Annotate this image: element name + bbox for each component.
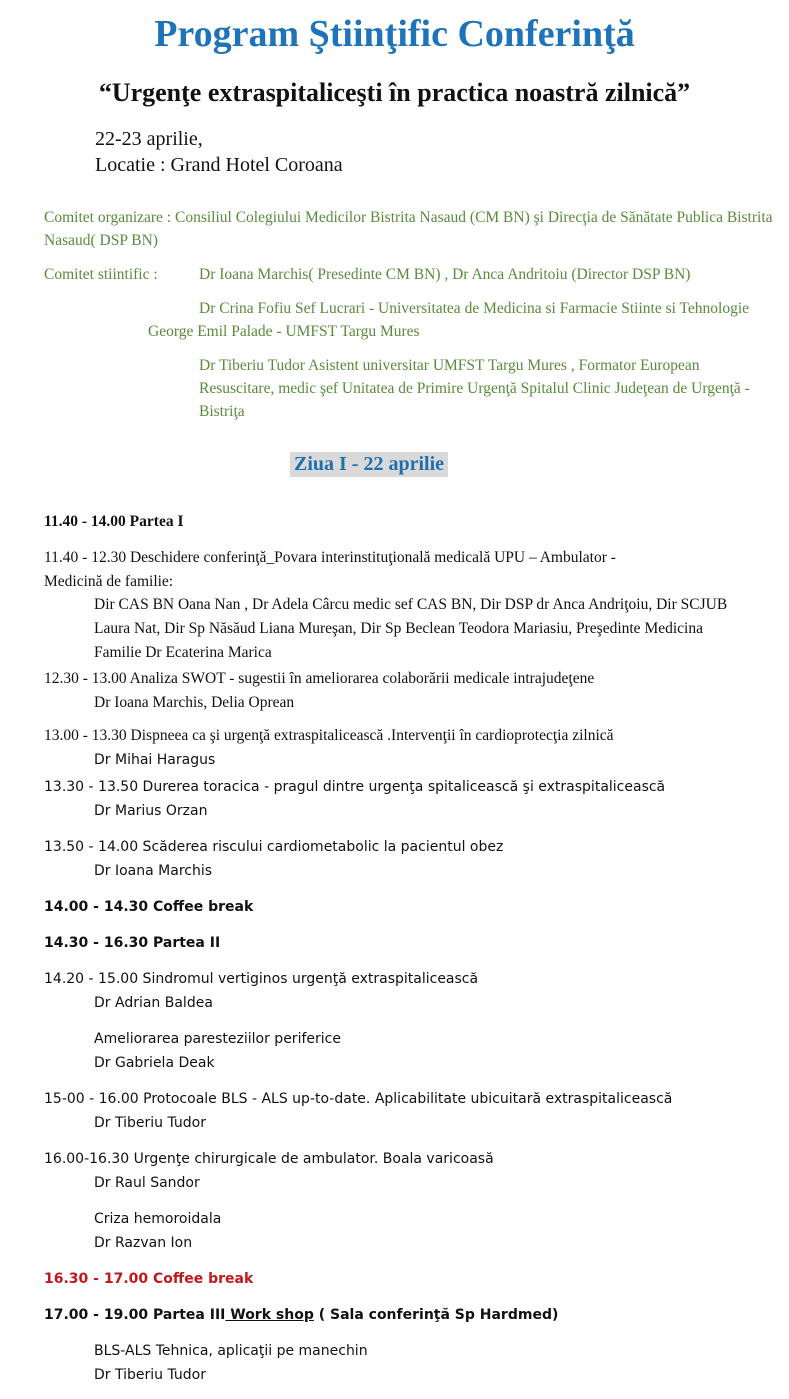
event-location: Locatie : Grand Hotel Coroana bbox=[95, 154, 343, 176]
event-info bbox=[95, 126, 343, 178]
program-item-title: 14.20 - 15.00 Sindromul vertiginos urgenţă extraspitalicească bbox=[44, 971, 479, 987]
program-item-title: 13.30 - 13.50 Durerea toracica - pragul dintre urgenţa spitalicească şi extraspitalicească bbox=[44, 779, 666, 795]
scientific-committee-member: Dr Tiberiu Tudor Asistent universitar UMFST Targu Mures , Formator European Resuscitare, medic şef Unitatea de Primire Urgenţă Spitalul Clinic Judeţean de Urgenţă - Bistriţa bbox=[199, 357, 750, 420]
program-item-title-cont: Medicină de familie: bbox=[44, 573, 174, 590]
program-item-speaker: Dr Mihai Haragus bbox=[94, 752, 216, 768]
scientific-committee-label: Comitet stiintific : bbox=[44, 266, 158, 283]
coffee-break: 14.00 - 14.30 Coffee break bbox=[44, 899, 254, 915]
program-item-speakers: Dir CAS BN Oana Nan , Dr Adela Cârcu medic sef CAS BN, Dir DSP dr Anca Andriţoiu, Dir SCJUB Laura Nat, Dir Sp Năsăud Liana Mureşan, Dir Sp Beclean Teodora Mariasiu, Preşedinte Medicina Familie Dr Ecaterina Marica bbox=[94, 596, 728, 661]
program-item-title: 13.00 - 13.30 Dispneea ca şi urgenţă extraspitalicească .Intervenţii în cardioprotecţia zilnică bbox=[44, 727, 614, 744]
session-header-time: 17.00 - 19.00 Partea III bbox=[44, 1307, 226, 1323]
program-item bbox=[94, 1339, 368, 1387]
program-item-speaker: Dr Ioana Marchis bbox=[94, 863, 213, 879]
day-heading: Ziua I - 22 aprilie bbox=[290, 452, 448, 477]
program-item bbox=[94, 1207, 221, 1255]
coffee-break-highlighted: 16.30 - 17.00 Coffee break bbox=[44, 1271, 254, 1287]
program-item bbox=[44, 1147, 494, 1195]
program-item-title: Ameliorarea paresteziilor periferice bbox=[94, 1031, 341, 1047]
program-item-title: 16.00-16.30 Urgenţe chirurgicale de ambulator. Boala varicoasă bbox=[44, 1151, 494, 1167]
program-item bbox=[94, 1027, 341, 1075]
program-item-speaker: Dr Tiberiu Tudor bbox=[94, 1115, 206, 1131]
program-item-speaker: Dr Adrian Baldea bbox=[94, 995, 213, 1011]
program-item-speaker: Dr Ioana Marchis, Delia Oprean bbox=[94, 694, 295, 711]
program-item-title: 13.50 - 14.00 Scăderea riscului cardiometabolic la pacientul obez bbox=[44, 839, 504, 855]
program-item-speaker: Dr Gabriela Deak bbox=[94, 1055, 215, 1071]
session-header-part-3 bbox=[44, 1303, 558, 1327]
page-title: Program Ştiinţific Conferinţă bbox=[154, 13, 635, 55]
program-item bbox=[44, 1087, 672, 1135]
program-item bbox=[44, 724, 614, 748]
program-item-speaker: Dr Raul Sandor bbox=[94, 1175, 200, 1191]
program-item bbox=[44, 667, 594, 715]
program-item bbox=[44, 835, 503, 883]
program-item-title: Criza hemoroidala bbox=[94, 1211, 222, 1227]
program-item bbox=[44, 775, 665, 823]
program-item-speaker: Dr Razvan Ion bbox=[94, 1235, 193, 1251]
workshop-label: Work shop bbox=[225, 1307, 314, 1323]
program-item bbox=[44, 967, 478, 1015]
program-item-speaker: Dr Tiberiu Tudor bbox=[94, 1367, 206, 1383]
session-header-part-1: 11.40 - 14.00 Partea I bbox=[44, 513, 184, 530]
conference-subtitle: “Urgenţe extraspitaliceşti în practica noastră zilnică” bbox=[98, 78, 691, 107]
scientific-committee-member: Dr Ioana Marchis( Presedinte CM BN) , Dr Anca Andritoiu (Director DSP BN) bbox=[199, 266, 691, 283]
scientific-committee-member: Dr Crina Fofiu Sef Lucrari - Universitatea de Medicina si Farmacie Stiinte si Tehnologie George Emil Palade - UMFST Targu Mures bbox=[148, 300, 750, 340]
session-header-part-2: 14.30 - 16.30 Partea II bbox=[44, 935, 221, 951]
organizing-committee: Comitet organizare : Consiliul Colegiului Medicilor Bistrita Nasaud (CM BN) şi Direcţia de Sănătate Publica Bistrita Nasaud( DSP BN) bbox=[44, 209, 773, 249]
workshop-venue: ( Sala conferinţă Sp Hardmed) bbox=[313, 1307, 559, 1323]
program-item-speaker: Dr Marius Orzan bbox=[94, 803, 208, 819]
program-item-title: 15-00 - 16.00 Protocoale BLS - ALS up-to-date. Aplicabilitate ubicuitară extraspitalicească bbox=[44, 1091, 673, 1107]
event-dates: 22-23 aprilie, bbox=[95, 128, 203, 150]
program-item-title: 11.40 - 12.30 Deschidere conferinţă_Povara interinstituţională medicală UPU – Ambulator - bbox=[44, 549, 616, 566]
program-item-title: 12.30 - 13.00 Analiza SWOT - sugestii în ameliorarea colaborării medicale intrajudeţene bbox=[44, 670, 595, 687]
program-item-title: BLS-ALS Tehnica, aplicaţii pe manechin bbox=[94, 1343, 368, 1359]
program-item bbox=[44, 546, 616, 594]
